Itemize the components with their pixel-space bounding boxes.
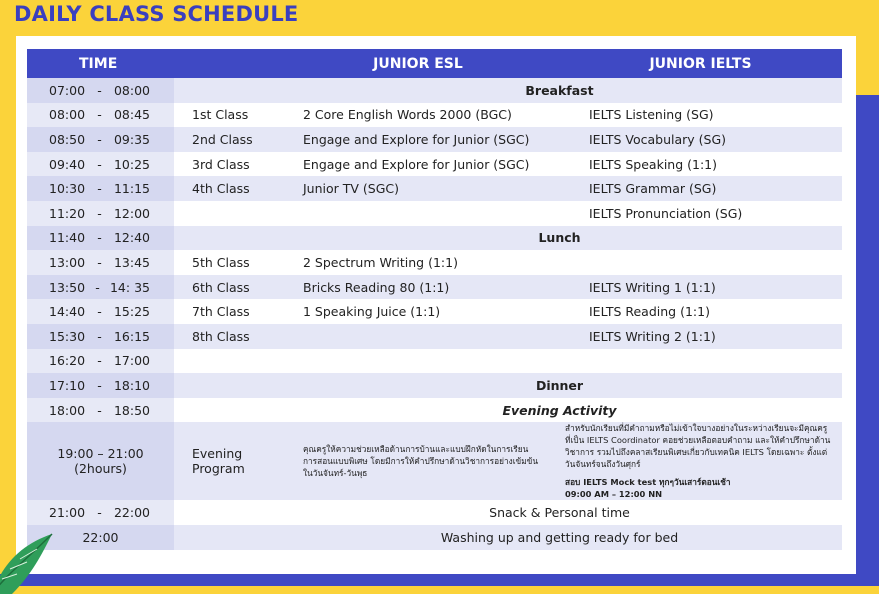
washup-row — [27, 525, 842, 550]
class-cell: 5th Class — [174, 250, 277, 275]
ielts-course-cell: IELTS Writing 1 (1:1) — [559, 275, 842, 300]
time-cell — [27, 127, 174, 152]
time-cell — [27, 500, 174, 525]
time-cell — [27, 275, 174, 300]
esl-evening-cell: คุณครูให้ความช่วยเหลือด้านการบ้านและแบบฝึกหัดในการเรียน การสอนแบบพิเศษ โดยมีการให้คำปรึกษาด้านวิชาการอย่างเข้มข้น ในวันจันทร์-วันพุธ — [277, 422, 559, 500]
ielts-course-cell: IELTS Listening (SG) — [559, 103, 842, 128]
time-dash: - — [97, 131, 102, 147]
header-row — [27, 49, 842, 78]
class-cell: 4th Class — [174, 176, 277, 201]
header-class — [174, 49, 277, 78]
table-row — [27, 176, 842, 201]
time-start: 14:40 — [49, 304, 86, 320]
time-end: 22:00 — [113, 505, 150, 521]
evening-duration: (2hours) — [74, 461, 127, 477]
time-start: 13:50 — [49, 279, 86, 295]
esl-course-cell — [277, 201, 559, 226]
time-end: 08:00 — [113, 82, 150, 98]
class-cell — [174, 525, 277, 550]
time-cell — [27, 373, 174, 398]
time-cell — [27, 324, 174, 349]
time-range — [27, 255, 174, 270]
time-start: 08:50 — [49, 131, 86, 147]
time-dash: - — [97, 402, 102, 418]
time-end: 08:45 — [113, 107, 150, 123]
esl-course-cell: 2 Spectrum Writing (1:1) — [277, 250, 559, 275]
class-cell — [174, 398, 277, 423]
time-start: 13:00 — [49, 254, 86, 270]
time-range — [27, 505, 174, 520]
schedule-body — [27, 78, 842, 550]
class-cell: 6th Class — [174, 275, 277, 300]
time-end: 11:15 — [113, 181, 150, 197]
ielts-course-cell — [559, 349, 842, 374]
washup-cell: Washing up and getting ready for bed — [277, 525, 842, 550]
ielts-evening-cell — [559, 422, 842, 500]
time-start: 07:00 — [49, 82, 86, 98]
class-cell: 2nd Class — [174, 127, 277, 152]
time-dash: - — [97, 254, 102, 270]
esl-course-cell — [277, 349, 559, 374]
time-dash: - — [97, 181, 102, 197]
ielts-course-cell: IELTS Speaking (1:1) — [559, 152, 842, 177]
time-range — [27, 107, 174, 122]
time-cell — [27, 349, 174, 374]
class-cell — [174, 349, 277, 374]
time-range — [27, 280, 174, 295]
class-cell: 3rd Class — [174, 152, 277, 177]
esl-course-cell: 2 Core English Words 2000 (BGC) — [277, 103, 559, 128]
evening-label-1: Evening — [192, 446, 243, 462]
time-dash: - — [95, 279, 100, 295]
class-cell — [174, 226, 277, 251]
ielts-mock-time: 09:00 AM – 12:00 NN — [565, 489, 663, 500]
time-range — [27, 157, 174, 172]
snack-cell: Snack & Personal time — [277, 500, 842, 525]
time-range — [27, 353, 174, 368]
decor-blue-bottom — [0, 574, 879, 586]
time-end: 17:00 — [113, 353, 150, 369]
time-range — [27, 304, 174, 319]
esl-course-cell: Junior TV (SGC) — [277, 176, 559, 201]
time-end: 10:25 — [113, 156, 150, 172]
time-cell — [27, 398, 174, 423]
table-row — [27, 299, 842, 324]
time-start: 08:00 — [49, 107, 86, 123]
time-range — [27, 181, 174, 196]
table-row — [27, 250, 842, 275]
time-cell — [27, 176, 174, 201]
ielts-course-cell: IELTS Pronunciation (SG) — [559, 201, 842, 226]
table-row — [27, 349, 842, 374]
class-cell — [174, 500, 277, 525]
time-cell — [27, 250, 174, 275]
time-range — [27, 403, 174, 418]
time-dash: - — [97, 205, 102, 221]
esl-course-cell: 1 Speaking Juice (1:1) — [277, 299, 559, 324]
table-row — [27, 373, 842, 398]
class-cell: 8th Class — [174, 324, 277, 349]
esl-course-cell — [277, 324, 559, 349]
class-cell — [174, 422, 277, 500]
table-row — [27, 78, 842, 103]
table-row — [27, 127, 842, 152]
time-end: 16:15 — [113, 328, 150, 344]
time-end: 18:10 — [113, 377, 150, 393]
ielts-evening-text: สำหรับนักเรียนที่มีคำถามหรือไม่เข้าใจบางอย่างในระหว่างเรียนจะมีคุณครูที่เป็น IELTS Coordinator คอยช่วยเหลือตอบคำถาม และให้คำปรึกษาด้านวิชาการ รวมไปถึงคลาสเรียนพิเศษเกี่ยวกับเทคนิค IELTS โดยเฉพาะ ตั้งแต่วันจันทร์จนถึงวันศุกร์ — [565, 423, 831, 470]
meal-cell: Dinner — [277, 373, 842, 398]
time-cell — [27, 422, 174, 500]
time-cell — [27, 103, 174, 128]
time-dash: - — [97, 328, 102, 344]
time-dash: - — [97, 505, 102, 521]
time-dash: - — [97, 230, 102, 246]
class-cell: 1st Class — [174, 103, 277, 128]
palm-leaf-icon — [0, 524, 72, 594]
time-start: 11:20 — [49, 205, 86, 221]
time-dash: - — [97, 304, 102, 320]
time-cell: 22:00 — [27, 525, 174, 550]
time-end: 12:40 — [113, 230, 150, 246]
class-cell — [174, 373, 277, 398]
snack-row — [27, 500, 842, 525]
time-cell — [27, 226, 174, 251]
table-row — [27, 103, 842, 128]
class-cell — [174, 201, 277, 226]
time-dash: - — [97, 156, 102, 172]
ielts-course-cell: IELTS Writing 2 (1:1) — [559, 324, 842, 349]
evening-program-row — [27, 422, 842, 500]
time-end: 14: 35 — [109, 279, 150, 295]
class-cell: 7th Class — [174, 299, 277, 324]
time-cell — [27, 299, 174, 324]
ielts-course-cell: IELTS Grammar (SG) — [559, 176, 842, 201]
time-dash: - — [97, 377, 102, 393]
table-row — [27, 324, 842, 349]
time-range — [27, 206, 174, 221]
esl-course-cell: Engage and Explore for Junior (SGC) — [277, 127, 559, 152]
time-range — [27, 378, 174, 393]
time-dash: - — [97, 107, 102, 123]
ielts-course-cell: IELTS Reading (1:1) — [559, 299, 842, 324]
ielts-course-cell — [559, 250, 842, 275]
time-start: 17:10 — [49, 377, 86, 393]
time-start: 10:30 — [49, 181, 86, 197]
meal-cell: Breakfast — [277, 78, 842, 103]
schedule-table — [27, 49, 842, 550]
time-cell — [27, 78, 174, 103]
meal-cell: Evening Activity — [277, 398, 842, 423]
time-end: 12:00 — [113, 205, 150, 221]
time-end: 09:35 — [113, 131, 150, 147]
time-start: 11:40 — [49, 230, 86, 246]
meal-cell: Lunch — [277, 226, 842, 251]
evening-label-2: Program — [192, 461, 245, 477]
time-end: 15:25 — [113, 304, 150, 320]
ielts-mock-test: สอบ IELTS Mock test ทุกๆวันเสาร์ตอนเช้า — [565, 477, 731, 488]
time-range — [27, 83, 174, 98]
time-range — [27, 230, 174, 245]
esl-course-cell: Bricks Reading 80 (1:1) — [277, 275, 559, 300]
time-end: 18:50 — [113, 402, 150, 418]
time-dash: - — [97, 82, 102, 98]
class-cell — [174, 78, 277, 103]
time-range — [27, 132, 174, 147]
time-cell — [27, 152, 174, 177]
table-row — [27, 152, 842, 177]
time-start: 21:00 — [49, 505, 86, 521]
time-start: 18:00 — [49, 402, 86, 418]
schedule-card — [16, 36, 856, 574]
table-row — [27, 275, 842, 300]
evening-time: 19:00 – 21:00 — [57, 446, 144, 462]
ielts-course-cell: IELTS Vocabulary (SG) — [559, 127, 842, 152]
time-start: 15:30 — [49, 328, 86, 344]
page-title: DAILY CLASS SCHEDULE — [14, 2, 299, 26]
time-cell — [27, 201, 174, 226]
table-row — [27, 398, 842, 423]
time-range — [27, 329, 174, 344]
time-start: 09:40 — [49, 156, 86, 172]
header-time: TIME — [27, 49, 174, 78]
table-row — [27, 226, 842, 251]
header-esl: JUNIOR ESL — [277, 49, 559, 78]
time-start: 16:20 — [49, 353, 86, 369]
esl-course-cell: Engage and Explore for Junior (SGC) — [277, 152, 559, 177]
header-ielts: JUNIOR IELTS — [559, 49, 842, 78]
time-end: 13:45 — [113, 254, 150, 270]
time-dash: - — [97, 353, 102, 369]
table-row — [27, 201, 842, 226]
